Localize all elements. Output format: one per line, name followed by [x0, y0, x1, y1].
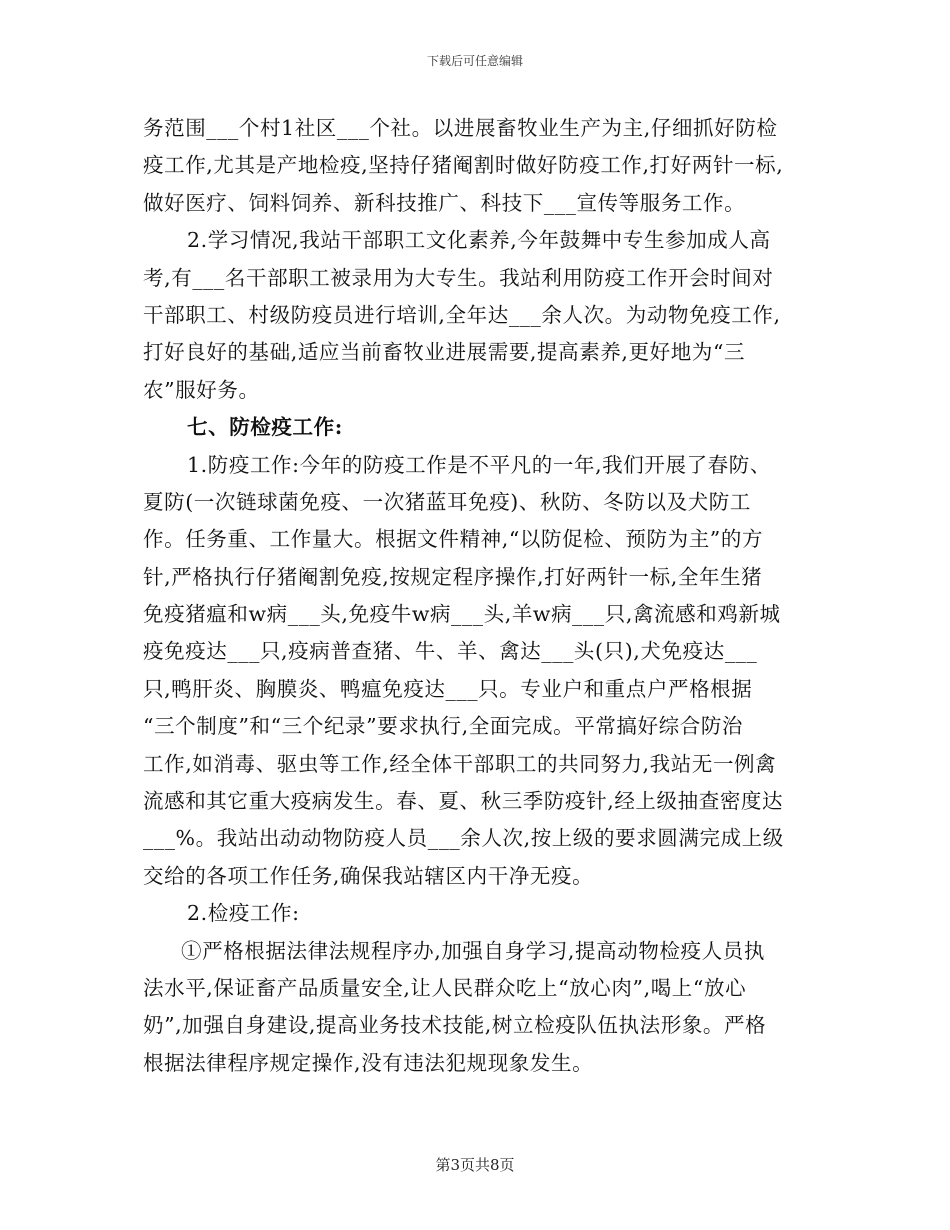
document-body — [143, 110, 807, 1082]
paragraph-start-line: ①严格根据法律法规程序办,加强自身学习,提高动物检疫人员执 — [181, 938, 765, 963]
text-line: 夏防(一次链球菌免疫、一次猪蓝耳免疫)、秋防、冬防以及犬防工 — [143, 489, 751, 514]
text-line: 免疫猪瘟和w病___头,免疫牛w病___头,羊w病___只,禽流感和鸡新城 — [143, 602, 781, 627]
text-line: 法水平,保证畜产品质量安全,让人民群众吃上“放心肉”,喝上“放心 — [143, 975, 747, 1000]
text-line: 疫免疫达___只,疫病普查猪、牛、羊、禽达___头(只),犬免疫达___ — [143, 639, 758, 664]
paragraph-start-line: 2.学习情况,我站干部职工文化素养,今年鼓舞中专生参加成人高 — [187, 228, 771, 253]
text-line: 打好良好的基础,适应当前畜牧业进展需要,提高素养,更好地为“三 — [143, 340, 746, 365]
page-number-footer: 第3页共8页 — [435, 1156, 515, 1174]
text-line: 农”服好务。 — [143, 377, 260, 402]
text-line: 做好医疗、饲料饲养、新科技推广、科技下___宣传等服务工作。 — [143, 190, 746, 215]
text-line: 干部职工、村级防疫员进行培训,全年达___余人次。为动物免疫工作, — [143, 302, 781, 327]
text-line: 奶”,加强自身建设,提高业务技术技能,树立检疫队伍执法形象。严格 — [143, 1013, 767, 1038]
section-heading: 七、防检疫工作: — [187, 415, 343, 440]
text-line: 根据法律程序规定操作,没有违法犯规现象发生。 — [143, 1050, 594, 1075]
text-line: 只,鸭肝炎、胸膜炎、鸭瘟免疫达___只。专业户和重点户严格根据 — [143, 676, 753, 701]
text-line: “三个制度”和“三个纪录”要求执行,全面完成。平常搞好综合防治 — [143, 714, 744, 739]
text-line: ___%。我站出动动物防疫人员___余人次,按上级的要求圆满完成上级 — [143, 826, 784, 851]
text-line: 交给的各项工作任务,确保我站辖区内干净无疫。 — [143, 863, 594, 888]
text-line: 务范围___个村1社区___个社。以进展畜牧业生产为主,仔细抓好防检 — [143, 116, 778, 140]
text-line: 考,有___名干部职工被录用为大专生。我站利用防疫工作开会时间对 — [143, 265, 774, 290]
paragraph-start-line: 1.防疫工作:今年的防疫工作是不平凡的一年,我们开展了春防、 — [187, 452, 771, 477]
paragraph-start-line: 2.检疫工作: — [187, 901, 300, 926]
text-line: 工作,如消毒、驱虫等工作,经全体干部职工的共同努力,我站无一例禽 — [143, 751, 777, 776]
text-line: 针,严格执行仔猪阉割免疫,按规定程序操作,打好两针一标,全年生猪 — [143, 564, 763, 589]
text-line: 流感和其它重大疫病发生。春、夏、秋三季防疫针,经上级抽查密度达 — [143, 789, 784, 814]
page-header-note: 下载后可任意编辑 — [426, 54, 523, 68]
text-line: 作。任务重、工作量大。根据文件精神,“以防促检、预防为主”的方 — [143, 527, 764, 552]
text-line: 疫工作,尤其是产地检疫,坚持仔猪阉割时做好防疫工作,打好两针一标, — [143, 153, 784, 178]
